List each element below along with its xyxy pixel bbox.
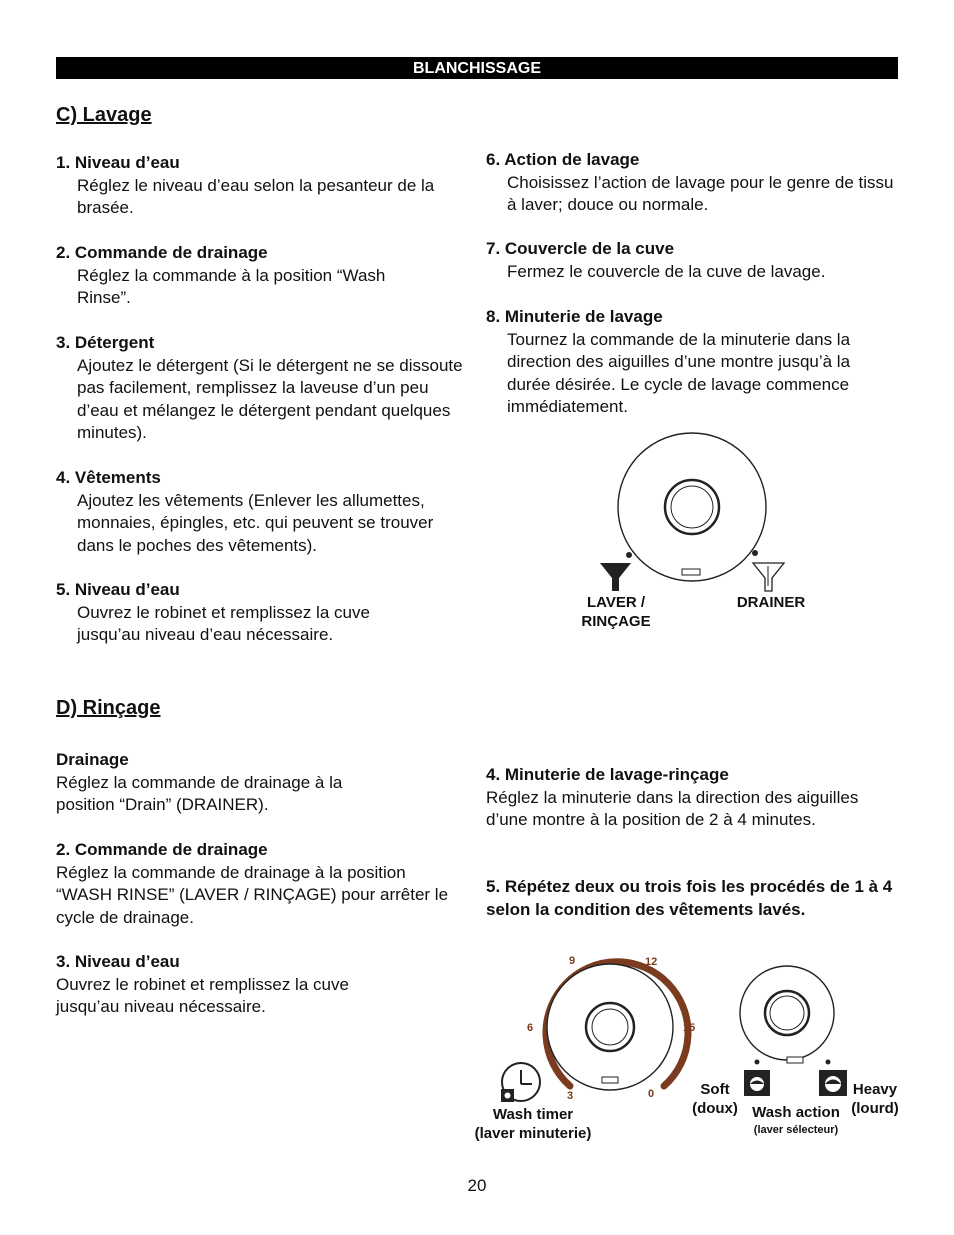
action-dial-indicator <box>787 1057 803 1063</box>
d-item-2-body: Réglez la commande de drainage à la position “WASH RINSE” (LAVER / RINÇAGE) pour arrêter le cycle de drainage. <box>56 862 449 927</box>
timer-dial-knob-inner <box>592 1009 628 1045</box>
c-item-3-heading: 3. Détergent <box>56 333 155 352</box>
soft-position-dot <box>755 1060 760 1065</box>
heavy-label <box>846 1080 904 1118</box>
d-item-drainage-body: Réglez la commande de drainage à la position “Drain” (DRAINER). <box>56 772 343 814</box>
heavy-wash-icon <box>819 1070 847 1096</box>
heavy-sublabel-text: (lourd) <box>851 1100 899 1117</box>
c-item-6-heading: 6. Action de lavage <box>486 150 640 169</box>
clock-icon <box>501 1063 540 1102</box>
timer-tick-9: 9 <box>569 955 576 967</box>
soft-label <box>683 1080 747 1118</box>
timer-tick-6: 6 <box>527 1022 534 1034</box>
d-step-5: 5. Répétez deux ou trois fois les procédés de 1 à 4 selon la condition des vêtements lavés. <box>486 877 893 919</box>
timer-label-text: Wash timer <box>492 1106 574 1123</box>
timer-tick-12: 12 <box>645 956 658 968</box>
section-c-title: C) Lavage <box>56 104 152 126</box>
c-item-7-body: Fermez le couvercle de la cuve de lavage. <box>507 261 826 281</box>
soft-sublabel-text: (doux) <box>692 1100 738 1117</box>
c-item-2-body: Réglez la commande à la position “Wash Rinse”. <box>77 265 386 307</box>
action-sublabel: (laver sélecteur) <box>753 1124 839 1136</box>
page-number: 20 <box>467 1176 487 1195</box>
d-item-3-body: Ouvrez le robinet et remplissez la cuve jusqu’au niveau nécessaire. <box>56 974 349 1016</box>
header-banner: BLANCHISSAGE <box>56 57 898 79</box>
c-item-7-heading: 7. Couvercle de la cuve <box>486 239 675 258</box>
c-item-8-heading: 8. Minuterie de lavage <box>486 307 663 326</box>
timer-tick-0: 0 <box>648 1088 655 1100</box>
c-item-3-body: Ajoutez le détergent (Si le détergent ne se dissoute pas facilement, remplissez la laveuse d’un peu d’eau et mélangez le détergent pendant quelques minutes). <box>77 355 463 442</box>
wash-rinse-label: LAVER / RINÇAGE <box>581 594 651 630</box>
c-item-1-body: Réglez le niveau d’eau selon la pesanteur de la brasée. <box>77 175 435 217</box>
timer-dial-indicator <box>602 1077 618 1083</box>
soft-label-text: Soft <box>700 1081 730 1098</box>
timer-sublabel-text: (laver minuterie) <box>474 1125 592 1142</box>
c-item-4-body: Ajoutez les vêtements (Enlever les allumettes, monnaies, épingles, etc. qui peuvent se trouver dans le poches des vêtements). <box>77 490 434 555</box>
heavy-label-text: Heavy <box>852 1081 898 1098</box>
soft-wash-icon <box>744 1070 770 1096</box>
action-dial-knob-inner <box>770 996 804 1030</box>
d-item-drainage-heading: Drainage <box>56 750 129 769</box>
d-item-3-heading: 3. Niveau d’eau <box>56 952 180 971</box>
timer-label <box>463 1105 603 1143</box>
c-item-6-body: Choisissez l’action de lavage pour le genre de tissu à laver; douce ou normale. <box>507 172 894 214</box>
d-item-4-heading: 4. Minuterie de lavage-rinçage <box>486 765 729 784</box>
timer-tick-3: 3 <box>567 1090 574 1102</box>
c-item-2-heading: 2. Commande de drainage <box>56 243 268 262</box>
section-d-title: D) Rinçage <box>56 697 161 719</box>
c-item-8-body: Tournez la commande de la minuterie dans la direction des aiguilles d’une montre jusqu’à la durée désirée. Le cycle de lavage commence immédiatement. <box>507 329 851 416</box>
action-label: Wash action <box>752 1104 840 1121</box>
d-item-2-heading: 2. Commande de drainage <box>56 840 268 859</box>
drain-label: DRAINER <box>736 594 806 611</box>
c-item-4-heading: 4. Vêtements <box>56 468 161 487</box>
d-item-4-body: Réglez la minuterie dans la direction des aiguilles d’une montre à la position de 2 à 4 minutes. <box>486 787 859 829</box>
c-item-1-heading: 1. Niveau d’eau <box>56 153 180 172</box>
timer-tick-15: 15 <box>683 1022 696 1034</box>
c-item-5-heading: 5. Niveau d’eau <box>56 580 180 599</box>
heavy-position-dot <box>826 1060 831 1065</box>
c-item-5-body: Ouvrez le robinet et remplissez la cuve jusqu’au niveau d’eau nécessaire. <box>77 602 370 644</box>
